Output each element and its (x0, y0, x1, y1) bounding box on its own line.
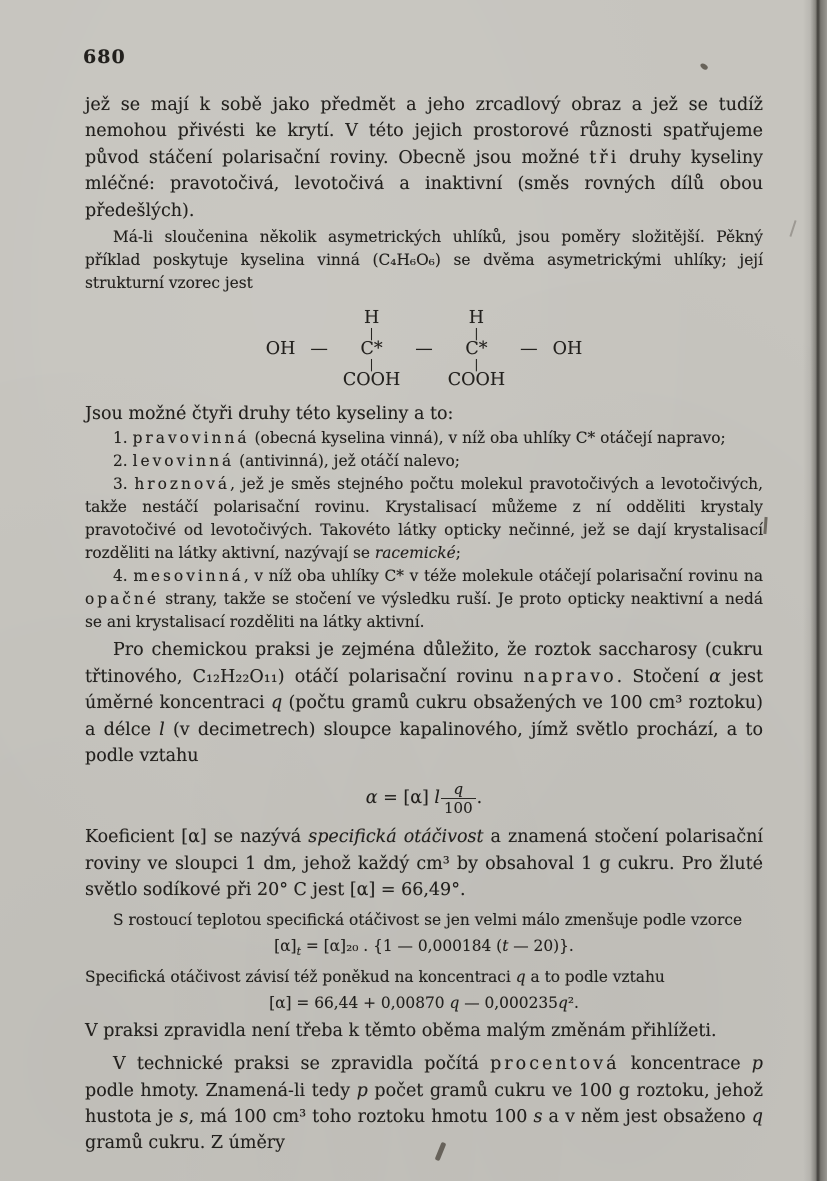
page-number: 680 (83, 46, 126, 68)
text-run: ; (455, 544, 461, 563)
equation-text: — 0,000235 (459, 993, 558, 1012)
text-run: jež se mají k sobě jako předmět a jeho zrcadlový obraz a jež se tudíž nemohou přivésti ke krytí. V této jejich prostorové různosti spatřujeme původ stáčení polarisační roviny. Obecně jsou možné (85, 95, 763, 168)
text-run: V praksi zpravidla není třeba k těmto oběma malým změnám přihlížeti. (85, 1020, 717, 1041)
text-run: počet gramů cukru ve 100 g roztoku, jehož hustota je (85, 1080, 763, 1127)
list-number: 2. (113, 452, 133, 471)
math-variable: s (533, 1106, 543, 1127)
paragraph-intro (85, 92, 763, 224)
text-run: (počtu gramů cukru obsažených ve 100 cm³ roztoku) a délce (85, 693, 763, 740)
text-column (85, 92, 763, 1157)
text-run: , v níž oba uhlíky C* v téže molekule otáčejí polarisační rovinu na (243, 567, 764, 586)
text-run: (obecná kyselina vinná), v níž oba uhlíky C* otáčejí napravo; (249, 429, 726, 448)
vertical-bond: | (474, 326, 479, 341)
list-item-3 (85, 473, 763, 565)
equation-text: ². (567, 993, 579, 1012)
math-variable: l (434, 788, 441, 809)
math-variable: p (356, 1080, 368, 1101)
vertical-bond: | (474, 357, 479, 372)
equation-text: [α] (274, 936, 297, 955)
math-variable: q (751, 1106, 763, 1127)
hydroxyl-group: OH (265, 339, 296, 360)
math-variable: t (502, 936, 509, 955)
emphasized-term: pravovinná (132, 429, 250, 448)
text-run: koncentrace (619, 1054, 752, 1075)
italic-term: racemické (374, 544, 456, 563)
list-number: 3. (113, 475, 135, 494)
text-run: a v něm jest obsaženo (542, 1106, 752, 1127)
list-number: 4. (113, 567, 134, 586)
emphasized-term: mesovinná (133, 567, 244, 586)
equation-text: . (476, 788, 483, 809)
text-run: V technické praksi se zpravidla počítá (113, 1054, 491, 1075)
equation-concentration-correction (85, 992, 763, 1015)
text-run: (antivinná), jež otáčí nalevo; (234, 452, 460, 471)
carboxyl-group: COOH (447, 370, 506, 391)
emphasized-term: procentová (490, 1054, 620, 1075)
carbon-column (448, 308, 505, 390)
fraction-denominator: 100 (441, 798, 476, 817)
equation-text: = [α] (377, 788, 435, 809)
text-run: a znamená stočení polarisační roviny ve sloupci 1 dm, jehož každý cm³ by obsahoval 1 g cukru. Pro žluté světlo sodíkové při 20° C jest [α] = 66,49°. (85, 827, 764, 901)
paragraph-coefficient (85, 824, 763, 903)
text-run: druhy kyseliny mléčné: pravotočivá, levotočivá a inaktivní (směs rovných dílů obou předešlých). (85, 147, 763, 221)
emphasized-term: hroznová (134, 475, 231, 494)
text-run: jest úměrné koncentraci (85, 666, 763, 714)
text-run: Koeficient [α] se nazývá (85, 827, 309, 848)
emphasized-term: tři (589, 147, 620, 168)
list-number: 1. (113, 429, 133, 448)
paragraph-technical-practice (85, 1051, 763, 1157)
chemical-structure-tartaric-acid (85, 308, 763, 390)
vertical-bond: | (369, 357, 374, 372)
emphasized-term: napravo (523, 666, 617, 687)
text-run: Pro chemickou praksi je zejména důležito, že roztok saccharosy (cukru třtinového, C₁₂H₂₂O₁₁) otáčí polarisační rovinu (85, 640, 763, 687)
text-run: Jsou možné čtyři druhy této kyseliny a to: (85, 404, 454, 425)
single-bond: — (415, 339, 433, 360)
single-bond: — (520, 339, 538, 360)
hydrogen-atom: H (363, 308, 380, 329)
math-variable: q (515, 967, 526, 986)
hydrogen-atom: H (468, 308, 485, 329)
fraction (441, 780, 476, 817)
paragraph-temperature (85, 909, 763, 932)
asymmetric-carbon: C* (465, 339, 488, 360)
text-run: strany, takže se stočení ve výsledku ruší. Je proto opticky neaktivní a nedá se ani krystalisací rozděliti na látky aktivní. (85, 590, 763, 632)
math-variable: s (179, 1106, 189, 1127)
text-run: gramů cukru. Z úměry (85, 1133, 286, 1154)
paragraph-saccharose (85, 637, 763, 769)
equation-rotation (85, 780, 763, 817)
vertical-bond: | (369, 326, 374, 341)
math-variable: q (557, 993, 568, 1012)
text-run: , má 100 cm³ toho roztoku hmotu 100 (188, 1106, 534, 1127)
fraction-numerator: q (453, 780, 464, 799)
text-run: (v decimetrech) sloupce kapalinového, jímž světlo prochází, a to podle vztahu (85, 719, 763, 767)
equation-temperature-correction (85, 935, 763, 963)
hydroxyl-group: OH (552, 339, 583, 360)
text-run: a to podle vztahu (525, 967, 665, 986)
math-variable: q (270, 693, 283, 714)
subscript-variable: t (296, 944, 301, 958)
text-run: Má-li sloučenina několik asymetrických uhlíků, jsou poměry složitější. Pěkný příklad poskytuje kyselina vinná (C₄H₆O₆) se dvěma asymetrickými uhlíky; její strukturní vzorec jest (85, 228, 763, 293)
paragraph-tartaric-intro (85, 226, 763, 295)
math-variable: l (159, 719, 165, 740)
math-variable: p (751, 1054, 763, 1075)
math-variable: α (709, 666, 721, 687)
text-run: S rostoucí teplotou specifická otáčivost se jen velmi málo zmenšuje podle vzorce (113, 910, 743, 929)
text-run: , jež je směs stejného počtu molekul pravotočivých a levotočivých, takže nestáčí polarisační rovinu. Krystalisací můžeme z ní odděliti krystaly pravotočivé od levotočivých. Takovéto látky opticky nečinné, jež se dají krystalisací rozděliti na látky aktivní, nazývají se (85, 475, 763, 563)
page-edge-shadow (803, 0, 827, 1181)
paragraph-four-kinds (85, 401, 763, 427)
single-bond: — (310, 339, 328, 360)
equation-text: — 20)}. (508, 936, 574, 955)
math-variable: q (449, 993, 460, 1012)
text-run: podle hmoty. Znamená-li tedy (85, 1080, 357, 1101)
ink-speck (699, 62, 708, 71)
paragraph-concentration (85, 966, 763, 989)
equation-text: = [α]₂₀ . {1 — 0,000184 ( (300, 936, 503, 955)
math-variable: α (365, 788, 378, 809)
carbon-column (343, 308, 400, 390)
emphasized-term: levovinná (132, 452, 235, 471)
text-run: . Stočení (616, 666, 710, 687)
text-run: Specifická otáčivost závisí též poněkud na koncentraci (85, 967, 516, 986)
italic-term: specifická otáčivost (308, 827, 484, 848)
scratch-mark (789, 220, 796, 237)
list-item-1 (85, 427, 763, 450)
list-item-4 (85, 565, 763, 634)
emphasized-term: opačné (85, 590, 159, 609)
list-item-2 (85, 450, 763, 473)
carboxyl-group: COOH (342, 370, 401, 391)
paragraph-practice-note (85, 1018, 763, 1044)
equation-text: [α] = 66,44 + 0,00870 (269, 993, 450, 1012)
margin-tick-mark (763, 517, 767, 534)
asymmetric-carbon: C* (360, 339, 383, 360)
